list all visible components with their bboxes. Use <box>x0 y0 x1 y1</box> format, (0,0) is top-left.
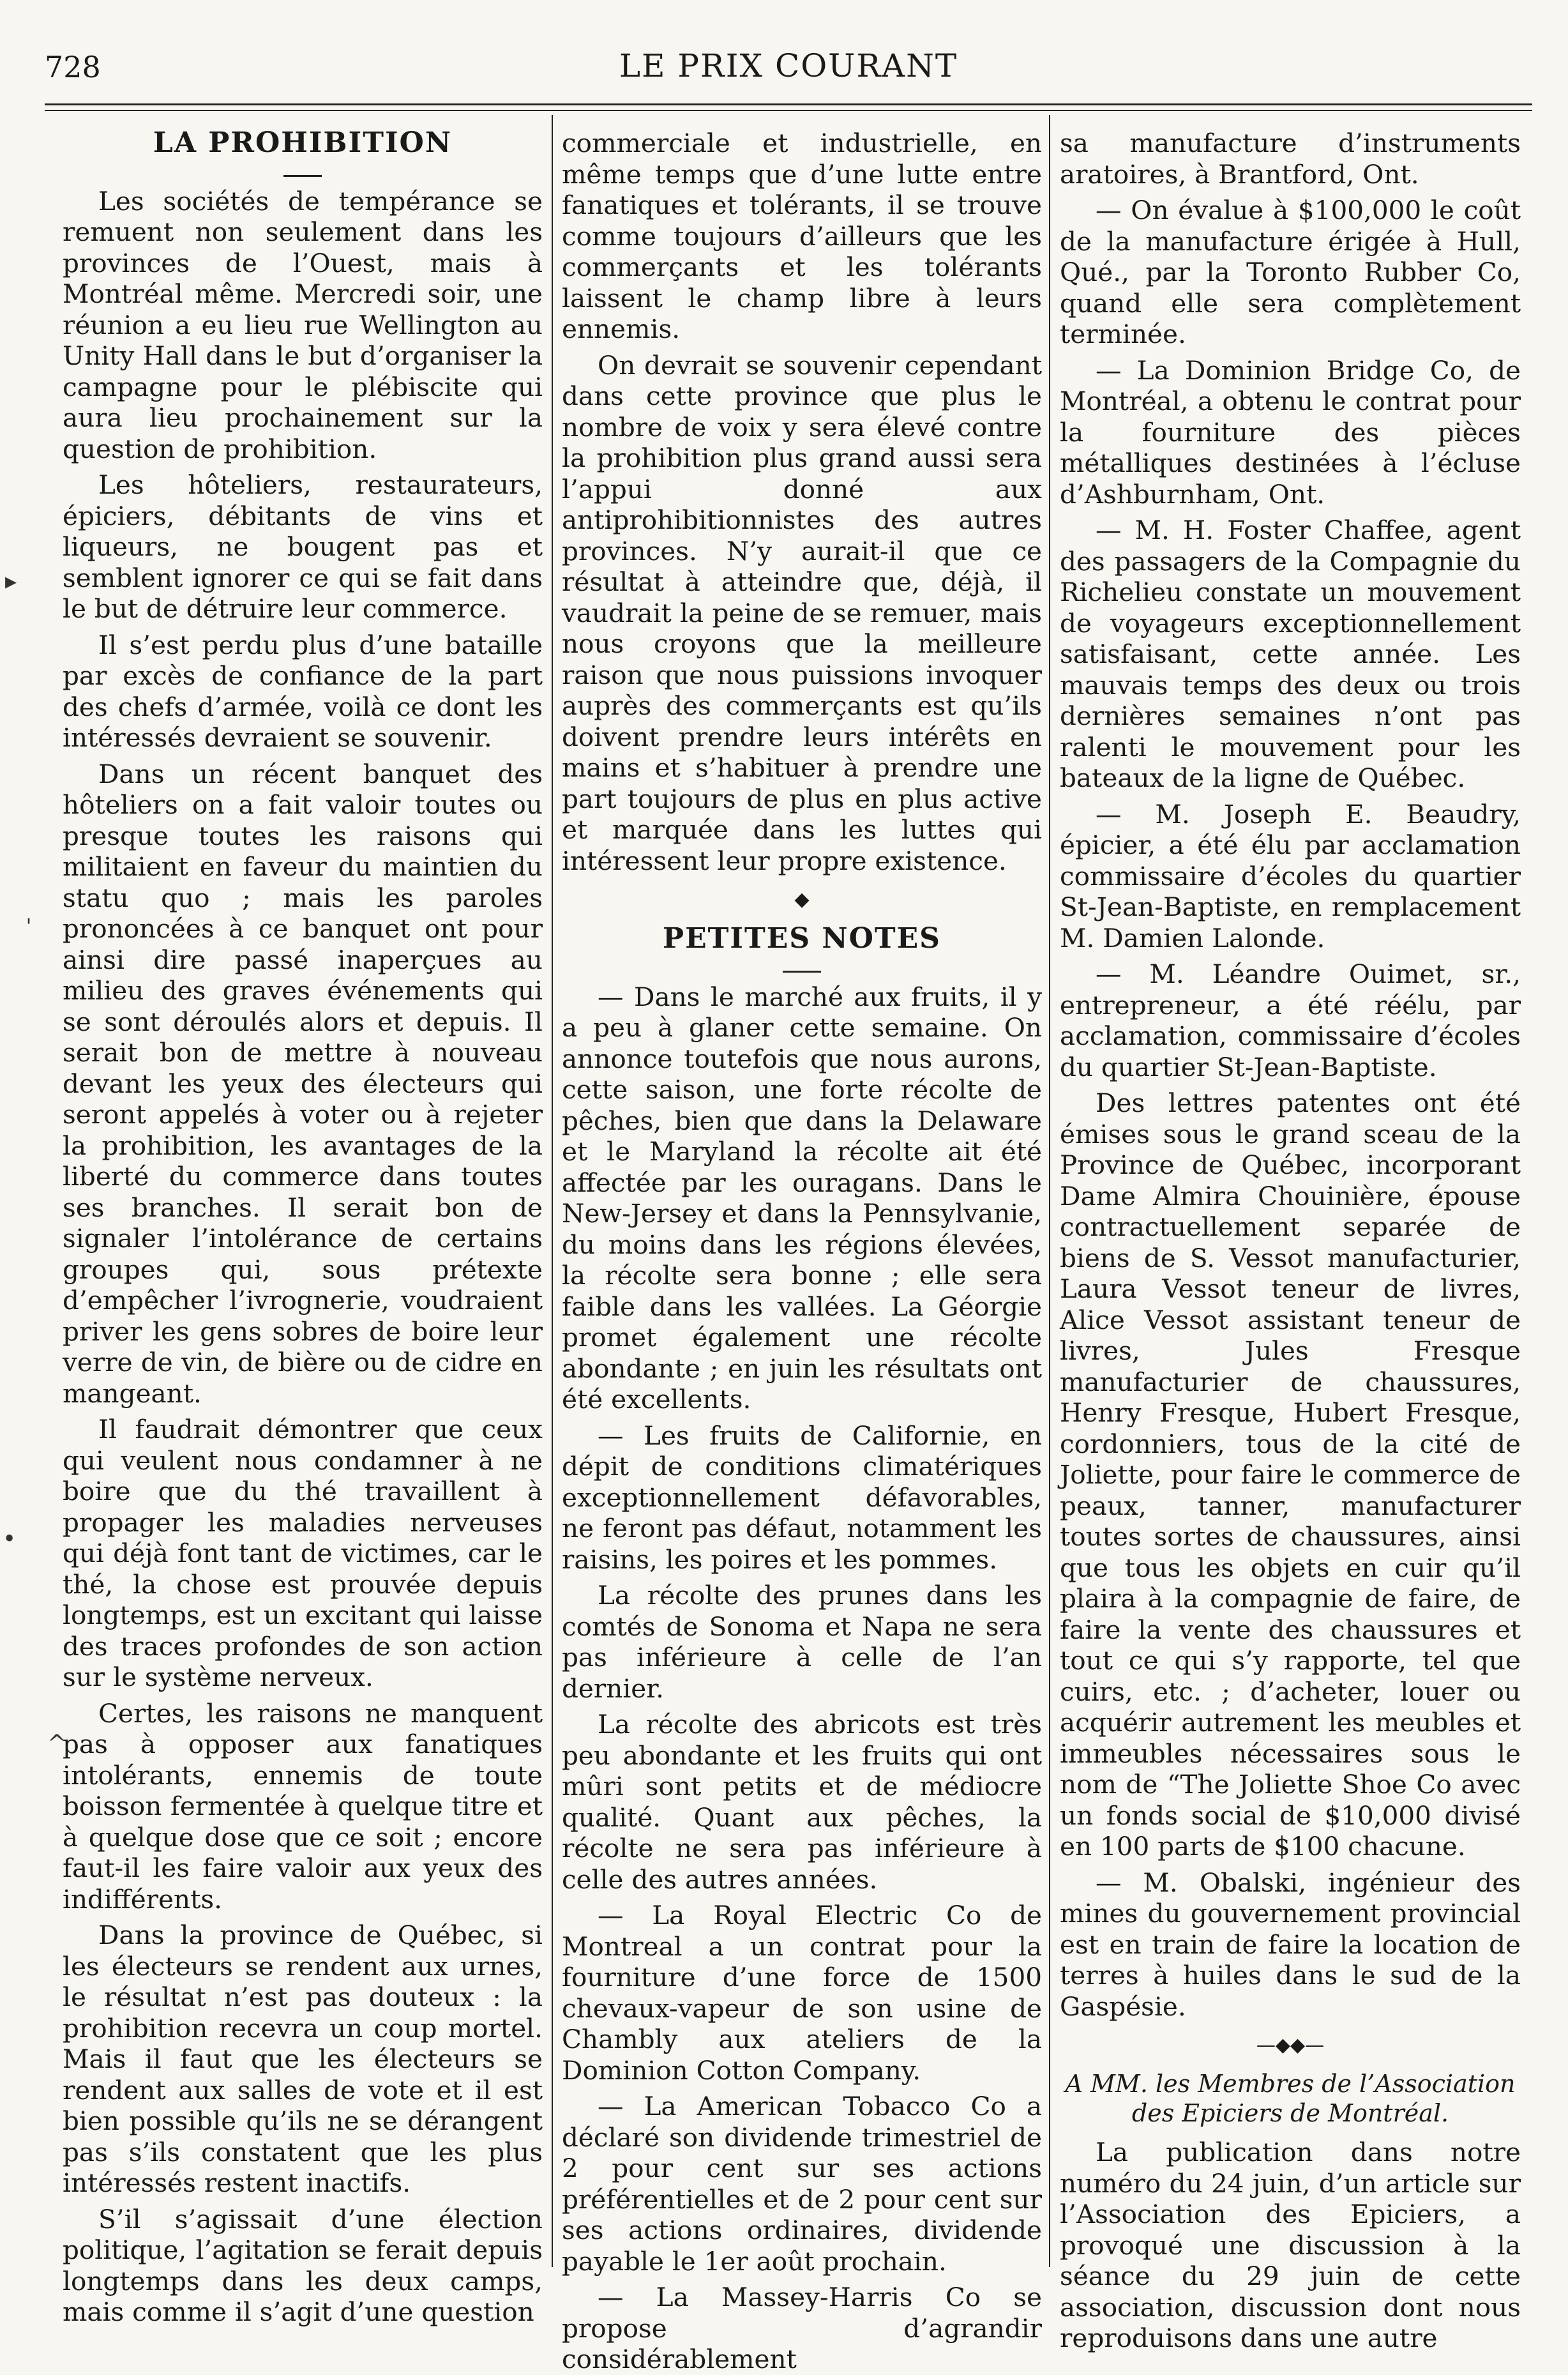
section-title-prohibition: LA PROHIBITION <box>153 126 453 159</box>
column-divider-1 <box>552 115 553 2267</box>
header-rule-bottom <box>45 110 1532 111</box>
notice-title-line: des Epiciers de Montréal. <box>1131 2099 1449 2127</box>
section-title-petites-notes: PETITES NOTES <box>663 922 941 955</box>
page-header <box>45 45 1532 96</box>
margin-mark: ˌ <box>26 900 32 927</box>
title-dash <box>562 957 1042 973</box>
paragraph: Des lettres patentes ont été émises sous le grand sceau de la Province de Québec, incorporant Dame Almira Chouinière, épouse contractuellement separée de biens de S. Vessot manufacturier, Laura Vessot teneur de livres, Alice Vessot assistant teneur de livres, Jules Fresque manufacturier de chaussures, Henry Fresque, Hubert Fresque, cordonniers, tous de la cité de Joliette, pour faire le commerce de peaux, tanner, manufacturer toutes sortes de chaussures, ainsi que tous les objets en cuir qu’il plaira à la compagnie de faire, de faire la vente des chaussures et tout ce qui s’y rapporte, tel que cuirs, etc. ; d’acheter, louer ou acquérir autrement les meubles et immeubles nécessaires sous le nom de “The Joliette Shoe Co avec un fonds social de $10,000 divisé en 100 parts de $100 chacune. <box>1060 1088 1521 1862</box>
paragraph: Dans la province de Québec, si les électeurs se rendent aux urnes, le résultat n’est pas douteux : la prohibition recevra un coup mortel. Mais il faut que les électeurs se rendent aux salles de vote et il est bien possible qu’ils ne se dérangent pas s’ils constatent que les plus intéressés restent inactifs. <box>63 1920 543 2198</box>
paragraph: La récolte des abricots est très peu abondante et les fruits qui ont mûri sont petits et de médiocre qualité. Quant aux pêches, la récolte ne sera pas inférieure à celle des autres années. <box>562 1709 1042 1895</box>
column-3 <box>1060 128 1521 2354</box>
paragraph: Il faudrait démontrer que ceux qui veulent nous condamner à ne boire que du thé travaillent à propager les maladies nerveuses qui déjà font tant de victimes, car le thé, la chose est prouvée depuis longtemps, est un excitant qui laisse des traces profondes de son action sur le système nerveux. <box>63 1414 543 1692</box>
running-title: LE PRIX COURANT <box>619 47 958 84</box>
paragraph: Les hôteliers, restaurateurs, épiciers, débitants de vins et liqueurs, ne bougent pas et semblent ignorer ce qui se fait dans le but de détruire leur commerce. <box>63 469 543 624</box>
paragraph: — La Dominion Bridge Co, de Montréal, a obtenu le contrat pour la fourniture des pièces métalliques destinées à l’écluse d’Ashburnham, Ont. <box>1060 354 1521 510</box>
paragraph-continuation: commerciale et industrielle, en même temps que d’une lutte entre fanatiques et tolérants, il se trouve comme toujours d’ailleurs que les commerçants et les tolérants laissent le champ libre à leurs ennemis. <box>562 128 1042 344</box>
paragraph: — M. H. Foster Chaffee, agent des passagers de la Compagnie du Richelieu constate un mouvement de voyageurs exceptionnellement satisfaisant, cette année. Les mauvais temps des deux ou trois dernières semaines n’ont pas ralenti le mouvement pour les bateaux de la ligne de Québec. <box>1060 515 1521 793</box>
paragraph: On devrait se souvenir cependant dans cette province que plus le nombre de voix y sera élevé contre la prohibition plus grand aussi sera l’appui donné aux antiprohibitionnistes des autres provinces. N’y aurait-il que ce résultat à atteindre que, déjà, il vaudrait la peine de se remuer, mais nous croyons que la meilleure raison que nous puissions invoquer auprès des commerçants est qu’ils doivent prendre leurs intérêts en mains et s’habituer à prendre une part toujours de plus en plus active et marquée dans les luttes qui intéressent leur propre existence. <box>562 349 1042 876</box>
paragraph: Dans un récent banquet des hôteliers on a fait valoir toutes ou presque toutes les raisons qui militaient en faveur du maintien du statu quo ; mais les paroles prononcées à ce banquet ont pour ainsi dire passé inaperçues au milieu des graves événements qui se sont déroulés alors et depuis. Il serait bon de mettre à nouveau devant les yeux des électeurs qui seront appelés à voter ou à rejeter la prohibition, les avantages de la liberté du commerce dans toutes ses branches. Il serait bon de signaler l’intolérance de certains groupes qui, sous prétexte d’empêcher l’ivrognerie, voudraient priver les gens sobres de boire leur verre de vin, de bière ou de cidre en mangeant. <box>63 758 543 1409</box>
section-ornament: —◆◆— <box>1256 2034 1325 2056</box>
page-number: 728 <box>45 50 101 84</box>
column-2 <box>562 128 1042 2375</box>
paragraph: Certes, les raisons ne manquent pas à opposer aux fanatiques intolérants, ennemis de toute boisson fermentée à quelque titre et à quelque dose que ce soit ; encore faut-il les faire valoir aux yeux des indifférents. <box>63 1697 543 1915</box>
paragraph: S’il s’agissait d’une élection politique, l’agitation se ferait depuis longtemps dans les deux camps, mais comme il s’agit d’une question <box>63 2203 543 2327</box>
header-rule-top <box>45 103 1532 105</box>
paragraph: Les sociétés de tempérance se remuent non seulement dans les provinces de l’Ouest, mais à Montréal même. Mercredi soir, une réunion a eu lieu rue Wellington au Unity Hall dans le but d’organiser la campagne pour le plébiscite qui aura lieu prochainement sur la question de prohibition. <box>63 185 543 464</box>
section-ornament: ◆ <box>794 888 810 911</box>
paragraph: — La Royal Electric Co de Montreal a un contrat pour la fourniture d’une force de 1500 chevaux-vapeur de son usine de Chambly aux ateliers de la Dominion Cotton Company. <box>562 1900 1042 2086</box>
title-dash <box>63 162 543 177</box>
paragraph: — Dans le marché aux fruits, il y a peu à glaner cette semaine. On annonce toutefois que nous aurons, cette saison, une forte récolte de pêches, bien que dans la Delaware et le Maryland la récolte ait été affectée par les ouragans. Dans le New-Jersey et dans la Pennsylvanie, du moins dans les régions élevées, la récolte sera bonne ; elle sera faible dans les vallées. La Géorgie promet également une récolte abondante ; en juin les résultats ont été excellents. <box>562 981 1042 1415</box>
column-divider-2 <box>1049 115 1050 2267</box>
column-1 <box>63 128 543 2328</box>
margin-mark: ▸ <box>5 568 17 595</box>
paragraph: — La American Tobacco Co a déclaré son dividende trimestriel de 2 pour cent sur ses actions préférentielles et de 2 pour cent sur ses actions ordinaires, dividende payable le 1er août prochain. <box>562 2091 1042 2277</box>
paragraph-continuation: sa manufacture d’instruments aratoires, à Brantford, Ont. <box>1060 128 1521 190</box>
margin-mark: • <box>3 1526 17 1552</box>
paragraph: — M. Joseph E. Beaudry, épicier, a été élu par acclamation commissaire d’écoles du quartier St-Jean-Baptiste, en remplacement M. Damien Lalonde. <box>1060 798 1521 953</box>
paragraph: La publication dans notre numéro du 24 juin, d’un article sur l’Association des Epiciers, a provoqué une discussion à la séance du 29 juin de cette association, discussion dont nous reproduisons dans une autre <box>1060 2137 1521 2353</box>
margin-mark: ^ <box>47 1731 67 1757</box>
paragraph: — La Massey-Harris Co se propose d’agrandir considérablement <box>562 2282 1042 2374</box>
paragraph: Il s’est perdu plus d’une bataille par excès de confiance de la part des chefs d’armée, voilà ce dont les intéressés devraient se souvenir. <box>63 629 543 753</box>
paragraph: — On évalue à $100,000 le coût de la manufacture érigée à Hull, Qué., par la Toronto Rubber Co, quand elle sera complètement terminée. <box>1060 195 1521 349</box>
notice-title <box>1060 2069 1521 2128</box>
paragraph: La récolte des prunes dans les comtés de Sonoma et Napa ne sera pas inférieure à celle de l’an dernier. <box>562 1580 1042 1704</box>
paragraph: — M. Léandre Ouimet, sr., entrepreneur, a été réélu, par acclamation, commissaire d’écoles du quartier St-Jean-Baptiste. <box>1060 959 1521 1082</box>
notice-title-line: A MM. les Membres de l’Association <box>1065 2070 1516 2098</box>
paragraph: — Les fruits de Californie, en dépit de conditions climatériques exceptionnellement défavorables, ne feront pas défaut, notamment les raisins, les poires et les pommes. <box>562 1420 1042 1575</box>
paragraph: — M. Obalski, ingénieur des mines du gouvernement provincial est en train de faire la location de terres à huiles dans le sud de la Gaspésie. <box>1060 1867 1521 2022</box>
